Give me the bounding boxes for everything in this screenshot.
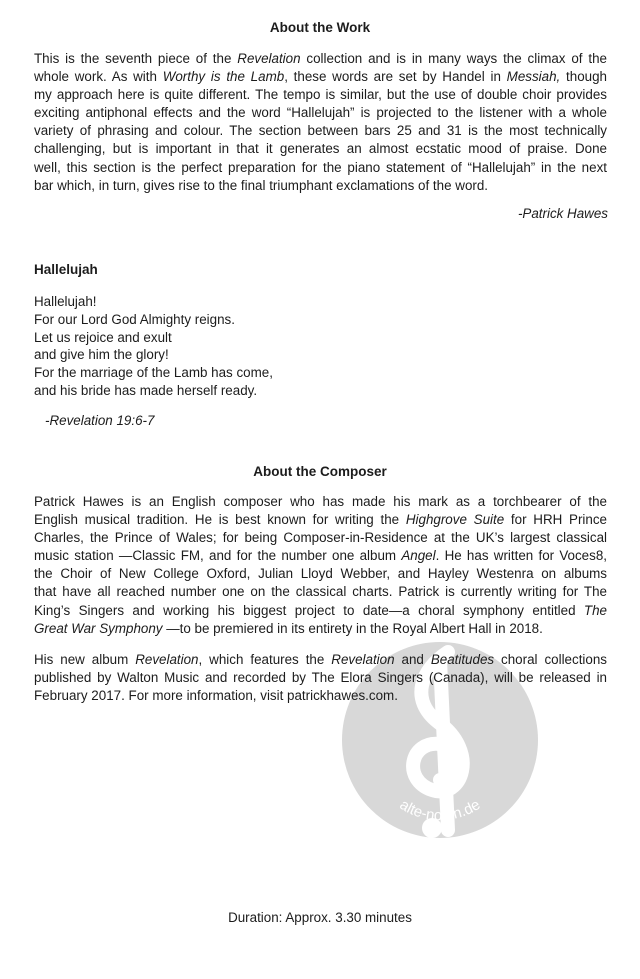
about-work-heading: About the Work xyxy=(269,20,371,35)
watermark-text: alte-noten.de xyxy=(396,796,484,825)
text-line: my approach here is quite different. The tempo is similar, but the use of double choir provides xyxy=(34,87,607,103)
hallelujah-text xyxy=(34,293,273,400)
hallelujah-citation: -Revelation 19:6-7 xyxy=(45,413,155,428)
text-line: February 2017. For more information, visit patrickhawes.com. xyxy=(34,688,398,704)
text-line: bar which, in turn, gives rise to the final triumphant exclamations of the word. xyxy=(34,177,489,193)
hallelujah-title: Hallelujah xyxy=(34,262,98,277)
about-work-signature: -Patrick Hawes xyxy=(517,206,608,221)
text-line: variety of phrasing and colour. The section between bars 25 and 31 is the most technically xyxy=(34,123,607,139)
text-line: His new album Revelation, which features the Revelation and Beatitudes choral collections xyxy=(34,652,607,667)
poem-line: For our Lord God Almighty reigns. xyxy=(34,311,235,327)
text-line: that have all reached number one on the classical charts. Patrick is currently writing for The xyxy=(34,584,607,600)
text-line: music station —Classic FM, and for the number one album Angel. He has written for Voces8, xyxy=(34,548,607,564)
text-line: Patrick Hawes is an English composer who has made his mark as a torchbearer of the xyxy=(34,494,607,509)
poem-line: and his bride has made herself ready. xyxy=(34,382,258,398)
poem-line: and give him the glory! xyxy=(34,347,169,363)
poem-line: For the marriage of the Lamb has come, xyxy=(34,365,273,381)
text-line: Great War Symphony —to be premiered in its entirety in the Royal Albert Hall in 2018. xyxy=(34,620,543,636)
text-line: Charles, the Prince of Wales; for being Composer-in-Residence at the UK’s largest classical xyxy=(34,530,607,546)
poem-line: Hallelujah! xyxy=(34,294,97,309)
text-line: published by Walton Music and recorded by The Elora Singers (Canada), will be released in xyxy=(34,670,607,686)
about-composer-paragraph-1 xyxy=(34,493,607,638)
text-line: challenging, but is important in that it generates an almost ecstatic mood of praise. Done xyxy=(34,141,607,157)
text-line: whole work. As with Worthy is the Lamb, these words are set by Handel in Messiah, though xyxy=(34,69,607,85)
duration-text: Duration: Approx. 3.30 minutes xyxy=(228,910,412,925)
text-line: English musical tradition. He is best known for writing the Highgrove Suite for HRH Prince xyxy=(34,512,607,528)
about-work-paragraph xyxy=(34,50,607,195)
text-line: King’s Singers and working his biggest project to date—a choral symphony entitled The xyxy=(34,602,607,618)
about-composer-heading: About the Composer xyxy=(253,464,387,479)
poem-line: Let us rejoice and exult xyxy=(34,329,172,345)
text-line: This is the seventh piece of the Revelation collection and is in many ways the climax of the xyxy=(34,51,607,66)
text-line: the Choir of New College Oxford, Julian Lloyd Webber, and Hayley Westenra on albums xyxy=(34,566,607,582)
about-composer-paragraph-2 xyxy=(34,651,607,705)
text-line: well, this section is the perfect preparation for the piano statement of “Hallelujah” in the next xyxy=(34,159,607,175)
text-line: exciting antiphonal effects and the word “Hallelujah” is projected to the listener with a whole xyxy=(34,105,607,121)
